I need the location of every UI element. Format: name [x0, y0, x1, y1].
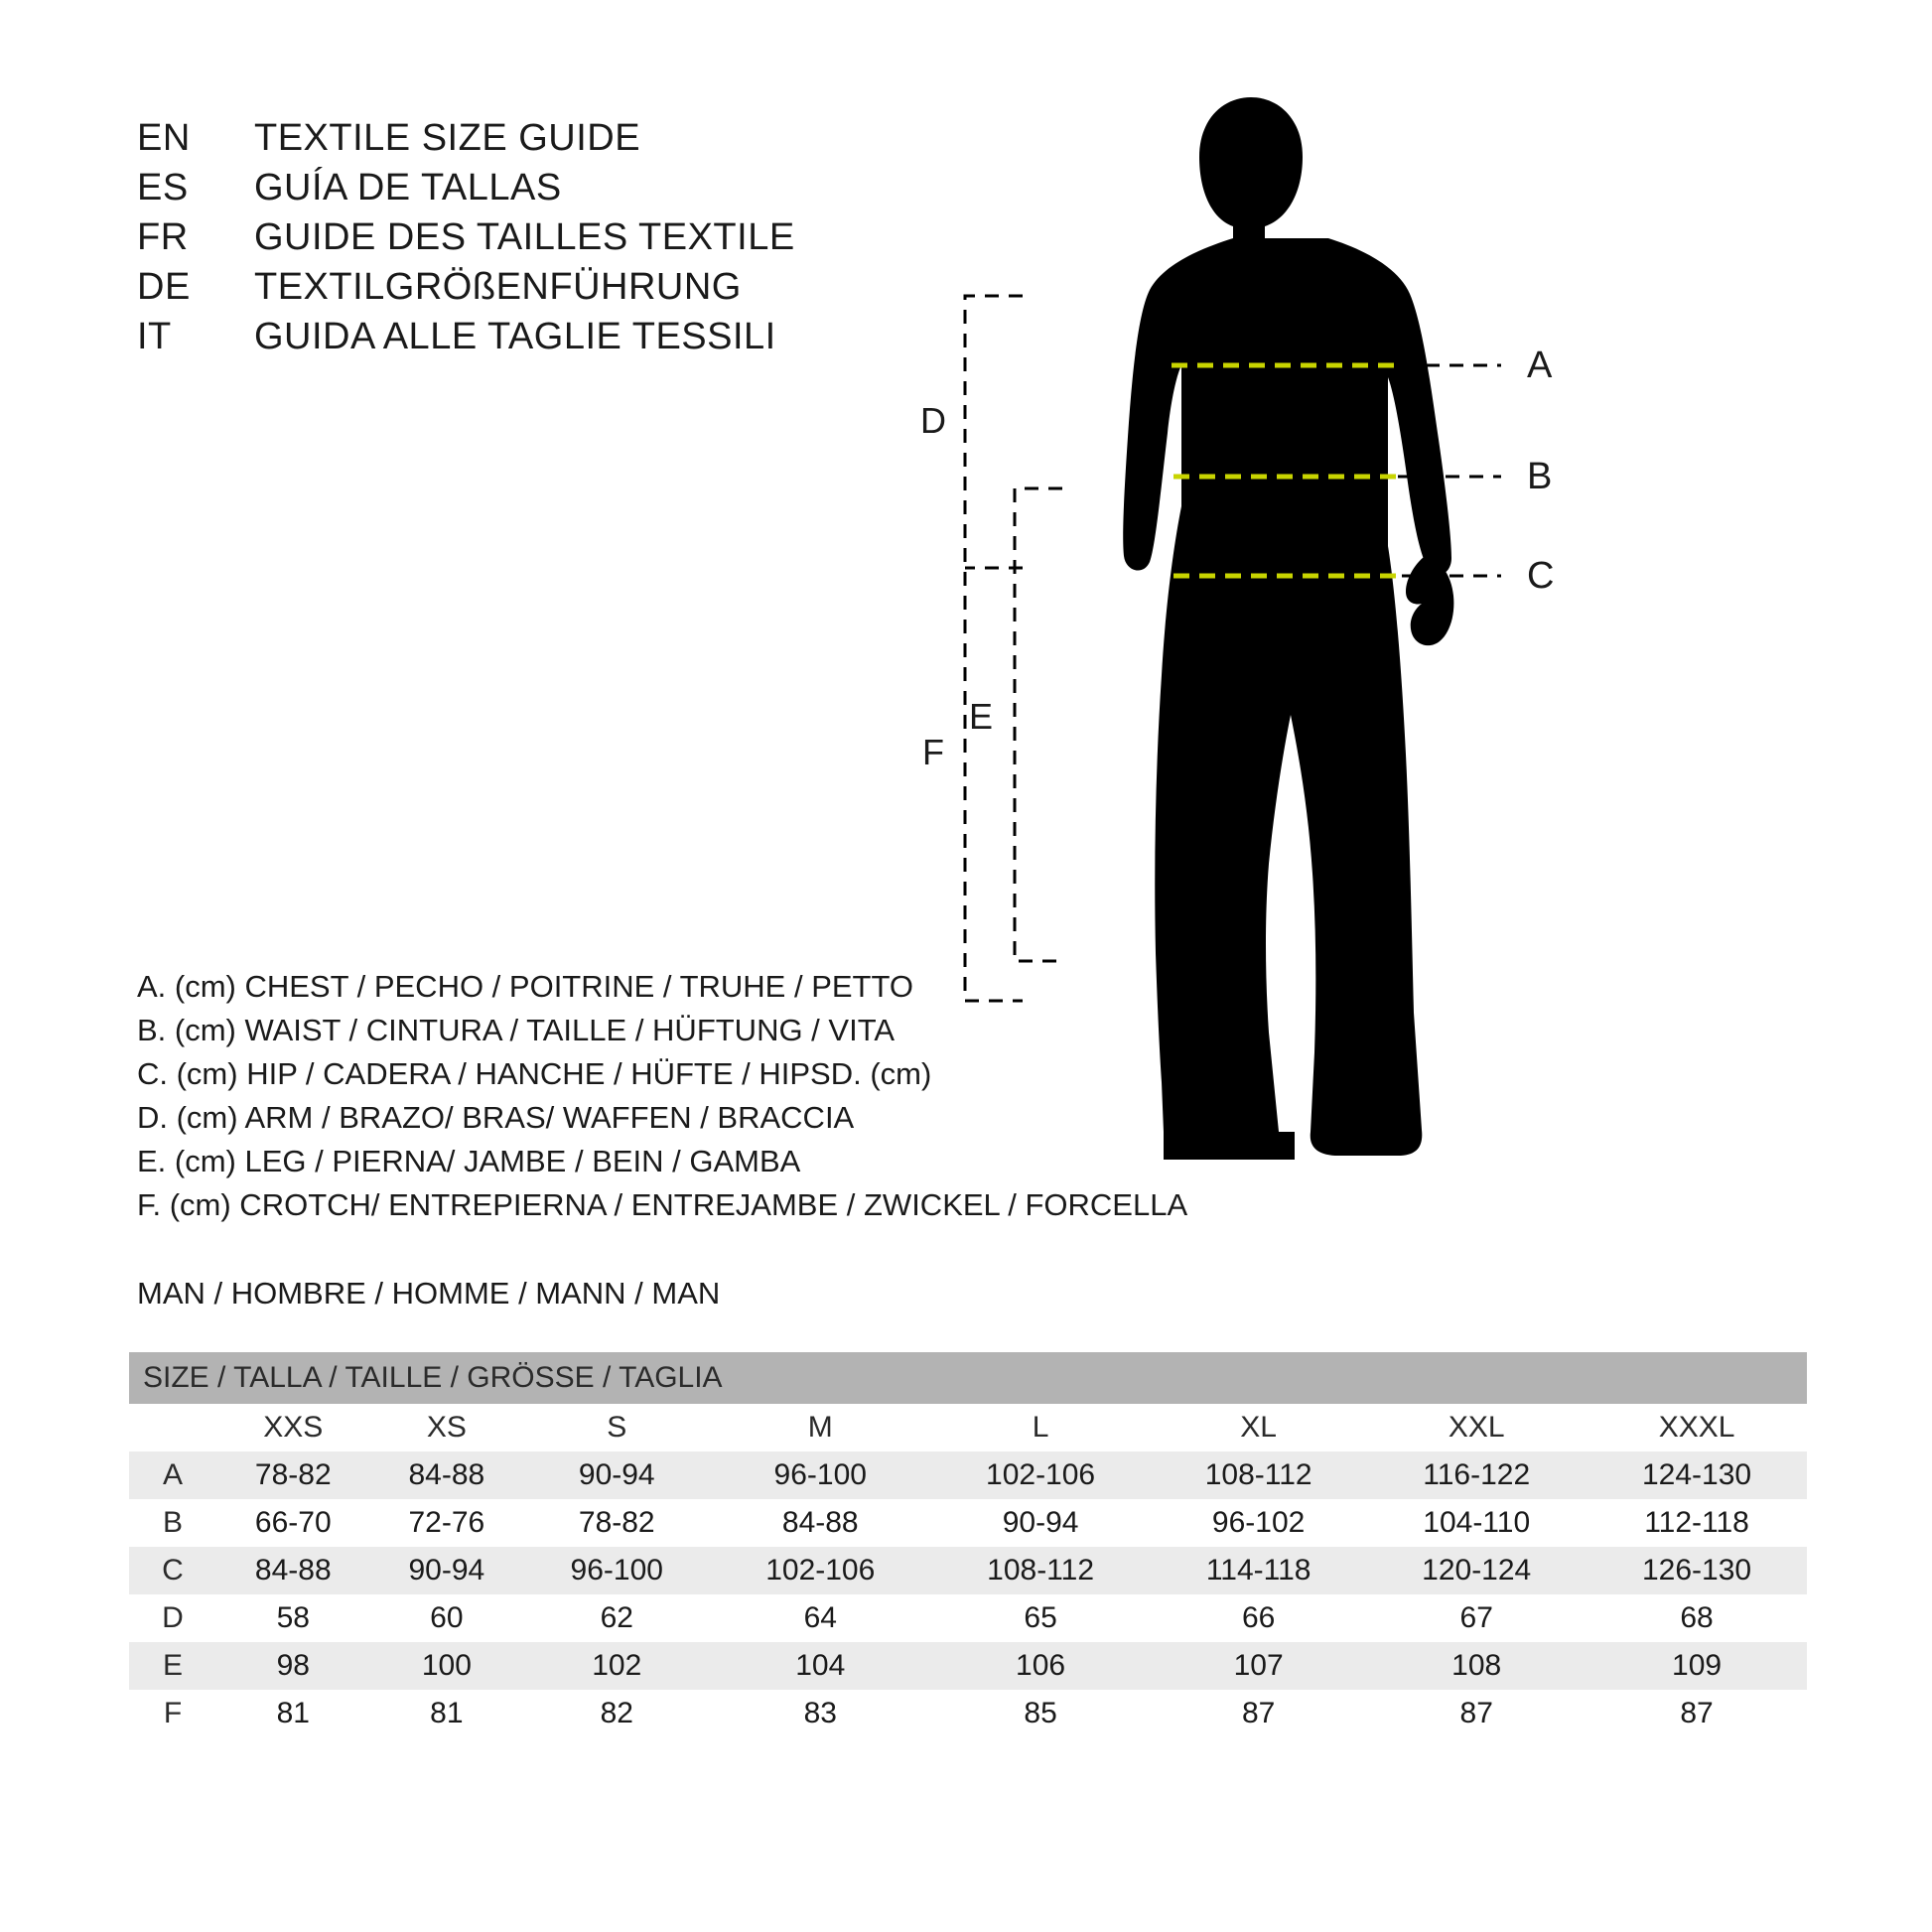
- cell-c-xxs: 84-88: [216, 1547, 370, 1594]
- cell-e-xxs: 98: [216, 1642, 370, 1690]
- bracket-label-f: F: [922, 732, 944, 772]
- male-silhouette-icon: [1123, 97, 1453, 1160]
- legend-item-c: C. (cm) HIP / CADERA / HANCHE / HÜFTE / HIPSD. (cm): [137, 1056, 932, 1091]
- legend-item-d: D. (cm) ARM / BRAZO/ BRAS/ WAFFEN / BRACCIA: [137, 1100, 855, 1135]
- cell-a-m: 96-100: [710, 1451, 930, 1499]
- column-header-xxs: XXS: [216, 1404, 370, 1451]
- cell-b-xl: 96-102: [1151, 1499, 1366, 1547]
- language-title-block: [137, 117, 795, 365]
- row-label-c: C: [129, 1547, 216, 1594]
- language-code: IT: [137, 316, 172, 357]
- cell-a-l: 102-106: [930, 1451, 1151, 1499]
- gender-label: MAN / HOMBRE / HOMME / MANN / MAN: [137, 1276, 721, 1311]
- cell-a-xl: 108-112: [1151, 1451, 1366, 1499]
- table-corner-cell: [129, 1404, 216, 1451]
- legend-item-a: A. (cm) CHEST / PECHO / POITRINE / TRUHE / PETTO: [137, 969, 913, 1004]
- cell-a-s: 90-94: [523, 1451, 710, 1499]
- table-title: SIZE / TALLA / TAILLE / GRÖSSE / TAGLIA: [129, 1352, 1807, 1404]
- legend-item-b: B. (cm) WAIST / CINTURA / TAILLE / HÜFTUNG / VITA: [137, 1013, 896, 1047]
- cell-b-m: 84-88: [710, 1499, 930, 1547]
- cell-c-xxl: 120-124: [1366, 1547, 1587, 1594]
- cell-a-xxxl: 124-130: [1587, 1451, 1807, 1499]
- cell-a-xxl: 116-122: [1366, 1451, 1587, 1499]
- table-row: [129, 1499, 1807, 1547]
- column-header-xxxl: XXXL: [1587, 1404, 1807, 1451]
- language-code: DE: [137, 266, 191, 308]
- language-title: GUIDE DES TAILLES TEXTILE: [254, 216, 795, 258]
- cell-d-l: 65: [930, 1594, 1151, 1642]
- language-title: GUÍA DE TALLAS: [254, 167, 562, 208]
- size-table-body: [129, 1352, 1807, 1737]
- cell-e-xs: 100: [370, 1642, 524, 1690]
- cell-c-m: 102-106: [710, 1547, 930, 1594]
- callout-label-b: B: [1527, 456, 1553, 497]
- cell-d-xs: 60: [370, 1594, 524, 1642]
- cell-b-xxl: 104-110: [1366, 1499, 1587, 1547]
- column-header-m: M: [710, 1404, 930, 1451]
- cell-c-s: 96-100: [523, 1547, 710, 1594]
- column-header-xs: XS: [370, 1404, 524, 1451]
- column-header-l: L: [930, 1404, 1151, 1451]
- language-row: [137, 316, 795, 365]
- cell-e-xl: 107: [1151, 1642, 1366, 1690]
- row-label-e: E: [129, 1642, 216, 1690]
- language-title: GUIDA ALLE TAGLIE TESSILI: [254, 316, 776, 357]
- table-row: [129, 1547, 1807, 1594]
- language-row: [137, 167, 795, 216]
- cell-f-l: 85: [930, 1690, 1151, 1737]
- cell-d-xl: 66: [1151, 1594, 1366, 1642]
- row-label-f: F: [129, 1690, 216, 1737]
- measurement-legend: [137, 965, 1187, 1227]
- cell-b-s: 78-82: [523, 1499, 710, 1547]
- cell-e-s: 102: [523, 1642, 710, 1690]
- body-measurement-diagram: [920, 79, 1876, 1231]
- bracket-label-e: E: [968, 696, 994, 737]
- column-header-s: S: [523, 1404, 710, 1451]
- bracket-e: [1015, 488, 1062, 961]
- cell-f-xl: 87: [1151, 1690, 1366, 1737]
- language-title: TEXTILE SIZE GUIDE: [254, 117, 641, 159]
- legend-item-f: F. (cm) CROTCH/ ENTREPIERNA / ENTREJAMBE / ZWICKEL / FORCELLA: [137, 1187, 1188, 1222]
- column-header-xl: XL: [1151, 1404, 1366, 1451]
- cell-b-xs: 72-76: [370, 1499, 524, 1547]
- cell-c-xl: 114-118: [1151, 1547, 1366, 1594]
- cell-f-xxxl: 87: [1587, 1690, 1807, 1737]
- cell-c-l: 108-112: [930, 1547, 1151, 1594]
- cell-f-xs: 81: [370, 1690, 524, 1737]
- table-row: [129, 1642, 1807, 1690]
- table-row: [129, 1594, 1807, 1642]
- size-table: [129, 1352, 1807, 1737]
- cell-a-xxs: 78-82: [216, 1451, 370, 1499]
- cell-d-m: 64: [710, 1594, 930, 1642]
- table-row: [129, 1451, 1807, 1499]
- cell-d-s: 62: [523, 1594, 710, 1642]
- row-label-a: A: [129, 1451, 216, 1499]
- cell-f-s: 82: [523, 1690, 710, 1737]
- row-label-b: B: [129, 1499, 216, 1547]
- cell-b-xxs: 66-70: [216, 1499, 370, 1547]
- cell-d-xxxl: 68: [1587, 1594, 1807, 1642]
- language-code: ES: [137, 167, 189, 208]
- table-row: [129, 1690, 1807, 1737]
- cell-d-xxl: 67: [1366, 1594, 1587, 1642]
- language-code: EN: [137, 117, 191, 159]
- cell-b-xxxl: 112-118: [1587, 1499, 1807, 1547]
- column-header-xxl: XXL: [1366, 1404, 1587, 1451]
- cell-c-xxxl: 126-130: [1587, 1547, 1807, 1594]
- language-row: [137, 266, 795, 316]
- cell-d-xxs: 58: [216, 1594, 370, 1642]
- callout-label-c: C: [1527, 555, 1555, 597]
- legend-item-e: E. (cm) LEG / PIERNA/ JAMBE / BEIN / GAMBA: [137, 1144, 801, 1178]
- dimension-brackets: [965, 296, 1062, 1001]
- table-column-header-row: [129, 1404, 1807, 1451]
- language-row: [137, 117, 795, 167]
- cell-f-xxl: 87: [1366, 1690, 1587, 1737]
- language-title: TEXTILGRÖßENFÜHRUNG: [254, 266, 742, 308]
- cell-f-xxs: 81: [216, 1690, 370, 1737]
- language-row: [137, 216, 795, 266]
- cell-b-l: 90-94: [930, 1499, 1151, 1547]
- cell-e-xxxl: 109: [1587, 1642, 1807, 1690]
- cell-c-xs: 90-94: [370, 1547, 524, 1594]
- table-title-row: [129, 1352, 1807, 1404]
- cell-e-m: 104: [710, 1642, 930, 1690]
- row-label-d: D: [129, 1594, 216, 1642]
- language-code: FR: [137, 216, 189, 258]
- cell-a-xs: 84-88: [370, 1451, 524, 1499]
- cell-e-xxl: 108: [1366, 1642, 1587, 1690]
- bracket-label-d: D: [920, 400, 946, 441]
- cell-f-m: 83: [710, 1690, 930, 1737]
- callout-label-a: A: [1527, 345, 1553, 386]
- cell-e-l: 106: [930, 1642, 1151, 1690]
